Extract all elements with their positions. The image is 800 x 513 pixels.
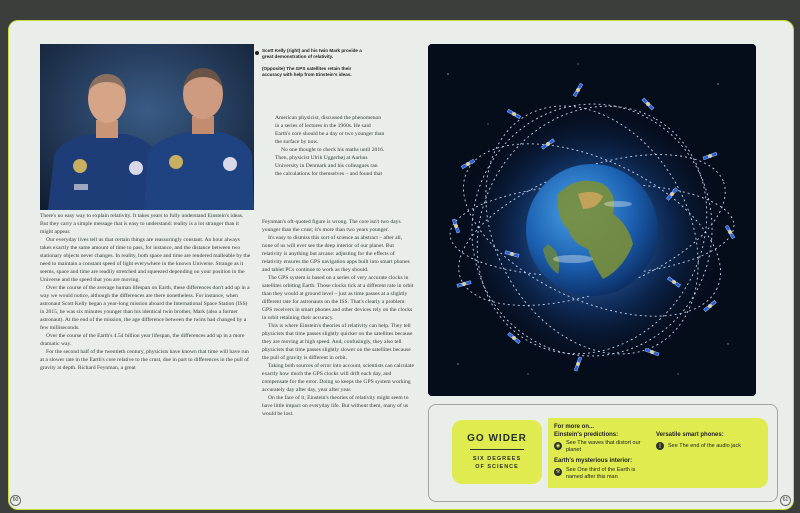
article-column-2a <box>275 114 385 178</box>
for-more-box <box>548 418 768 488</box>
topic-earth-interior: Earth's mysterious interior: <box>554 458 633 464</box>
paragraph: Over the course of the average human lifespan on Earth, these differences don't add up in a way we would notice, although the differences are there nonetheless. For instance, when astronaut Scott Kelly began a year-long mission aboard the International Space Station (ISS) in 2015, he was six minutes younger than his identical twin brother, Mark (also a former astronaut). At the end of the mission, the age difference between the twins had changed by a few milliseconds. <box>40 285 250 331</box>
go-wider-badge <box>452 420 542 484</box>
for-more-heading: For more on... <box>554 424 595 430</box>
photo-caption: Scott Kelly (right) and his twin Mark provide a great demonstration of relativity. <box>262 48 362 59</box>
paragraph: It's easy to dismiss this sort of science as abstract – after all, none of us will ever see the deep interior of our planet. But relativity is anything but arcane: adjusting for the effects of relativity ensures the GPS navigation apps built into smart phones and tablet PCs continue to work as they should. <box>262 235 410 273</box>
page-number-right: 61 <box>780 495 791 506</box>
go-wider-title: GO WIDER <box>467 433 527 444</box>
paragraph: Taking both sources of error into account, scientists can calculate exactly how much the GPS clocks will drift each day, and compensate for the error. Doing so keeps the GPS system working accurately day after day, year after year. <box>262 363 414 393</box>
go-wider-subtitle <box>452 455 542 471</box>
paragraph: The GPS system is based on a series of very accurate clocks in satellites orbiting Earth. Those clocks tick at a different rate in orbit than they would at ground level – just as time passes at a slightly different rate for astronauts on the ISS. That's clearly a problem: GPS receivers in smart phones and other devices rely on the clocks in orbit retaining their accuracy. <box>262 275 414 321</box>
phone-icon: ▯ <box>656 442 664 450</box>
paragraph: Feynman's oft-quoted figure is wrong. The core isn't two days younger than the crust; it's more than two years younger. <box>262 219 401 233</box>
paragraph: Over the course of the Earth's 4.54 billion year lifespan, the differences add up in a more dramatic way. <box>40 333 245 347</box>
page-number-left: 60 <box>10 495 21 506</box>
photo-captions <box>262 48 362 84</box>
subtitle-line: SIX DEGREES <box>472 456 522 462</box>
crossref-link[interactable]: See The end of the audio jack <box>668 443 741 449</box>
paragraph: This is where Einstein's theories of relativity can help. They tell physicists that time passes slightly quicker on the satellites because they are moving at high speed. And, confusingly, they also tell physicists that time passes slightly slower on the satellites because the pull of gravity is different in orbit. <box>262 323 413 361</box>
twins-photo <box>40 44 254 210</box>
paragraph: No one thought to check his maths until 2016. Then, physicist Ulrik Uggerhøj at Aarhus University in Denmark and his colleagues ran the calculations for themselves – and found that <box>275 147 385 177</box>
hammer-icon: ⚒ <box>555 469 561 475</box>
paragraph: On the face of it, Einstein's theories of relativity might seem to have little impact on everyday life. But without them, many of us would be lost. <box>262 395 409 417</box>
gps-satellites-image <box>428 44 756 396</box>
paragraph: Our everyday lives tell us that certain things are reassuringly constant. An hour always takes exactly the same amount of time to pass, for instance, and the distance between two stationary objects never changes. In reality, both space and time are rendered malleable by the need to maintain a constant speed of light everywhere in the known Universe. Strange as it seems, space and time are readily stretched and squeezed depending on your position in the Universe and the speed that you are moving. <box>40 237 251 283</box>
paragraph: American physicist, discussed the phenomenon in a series of lectures in the 1960s. He said Earth's core should be a day or two younger than the surface by now. <box>275 115 385 145</box>
globe-icon: ◉ <box>555 443 561 449</box>
divider <box>470 449 524 450</box>
topic-smart-phones: Versatile smart phones: <box>656 432 724 438</box>
paragraph: For the second half of the twentieth century, physicists have known that time will have run at a slower rate in the Earth's core relative to the crust, due in part to differences in the pull of gravity at depth. Richard Feynman, a great <box>40 349 249 371</box>
article-column-2b <box>262 218 414 418</box>
article-column-1 <box>40 212 252 372</box>
crossref-link[interactable]: See One third of the Earth is named after this man <box>566 467 636 480</box>
paragraph: There's no easy way to explain relativity. It takes years to fully understand Einstein's ideas. But they carry a simple message that is easy to understand: reality is a lot stranger than it might appear. <box>40 213 244 235</box>
subtitle-line: OF SCIENCE <box>475 464 519 470</box>
crossref-link[interactable]: See The waves that distort our planet <box>566 440 641 453</box>
caption-bullet <box>255 51 259 55</box>
opposite-caption: (Opposite) The GPS satellites retain their accuracy with help from Einstein's ideas. <box>262 66 352 77</box>
topic-einstein-predictions: Einstein's predictions: <box>554 432 619 438</box>
